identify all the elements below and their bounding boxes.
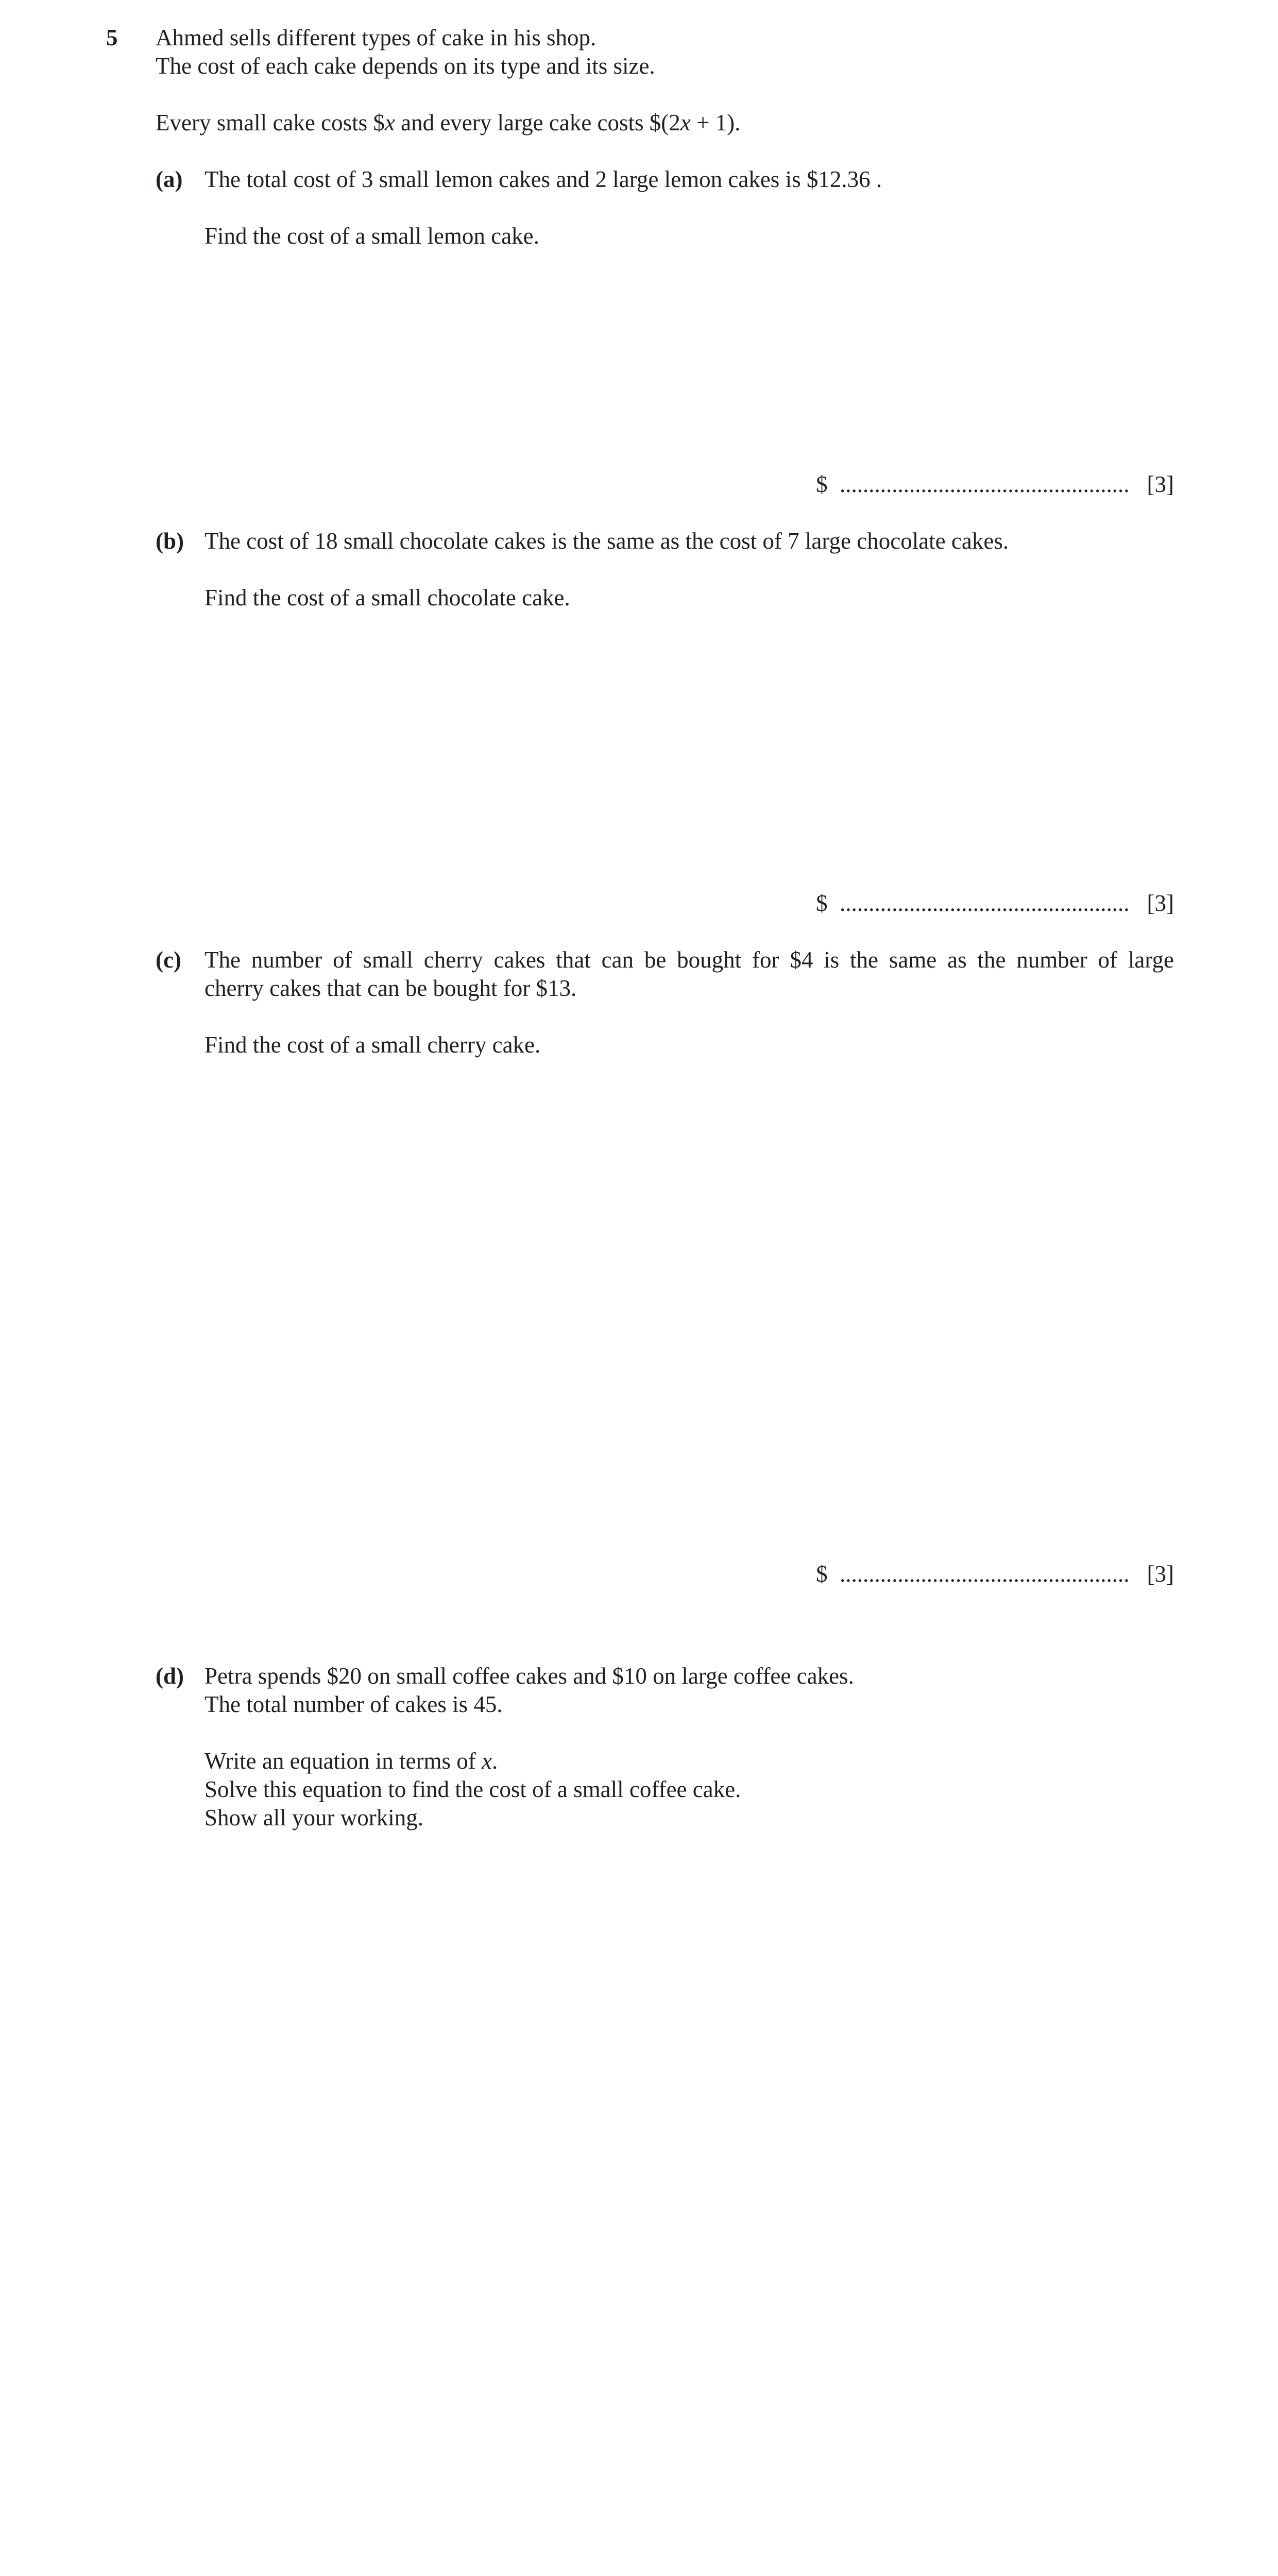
part-c-label: (c) bbox=[156, 947, 181, 973]
part-a-marks: [3] bbox=[1147, 471, 1174, 497]
part-d-text-3b: . bbox=[492, 1748, 498, 1774]
price-text-a: Every small cake costs $ bbox=[156, 110, 385, 135]
part-c-text-1 bbox=[205, 946, 1174, 1003]
part-b-label: (b) bbox=[156, 528, 184, 554]
part-d-text-5: Show all your working. bbox=[205, 1805, 423, 1831]
price-variable-2: x bbox=[680, 110, 691, 135]
intro-line-2: The cost of each cake depends on its type and its size. bbox=[156, 53, 655, 79]
part-c-answer-line[interactable] bbox=[816, 1560, 1174, 1588]
part-a-label: (a) bbox=[156, 166, 183, 192]
part-d-text-3a: Write an equation in terms of bbox=[205, 1748, 482, 1774]
part-b-text-2: Find the cost of a small chocolate cake. bbox=[205, 585, 570, 611]
part-c-text-1-line-1: The number of small cherry cakes that can be bought for $4 is the same as the number of large bbox=[205, 947, 1174, 973]
part-b-marks: [3] bbox=[1147, 890, 1174, 916]
part-d-label: (d) bbox=[156, 1663, 184, 1689]
part-a-answer-dots[interactable]: .................................................. bbox=[840, 471, 1130, 497]
part-b-answer-dots[interactable]: .................................................. bbox=[840, 890, 1130, 916]
question-number: 5 bbox=[106, 25, 118, 50]
part-c-dollar: $ bbox=[816, 1561, 828, 1587]
part-c-text-2: Find the cost of a small cherry cake. bbox=[205, 1032, 541, 1058]
part-a-text-2: Find the cost of a small lemon cake. bbox=[205, 223, 539, 249]
price-text-b: and every large cake costs $(2 bbox=[395, 110, 680, 135]
part-c-text-1-line-2: cherry cakes that can be bought for $13. bbox=[205, 975, 577, 1001]
part-a-text-1: The total cost of 3 small lemon cakes and 2 large lemon cakes is $12.36 . bbox=[205, 166, 882, 192]
intro-line-1: Ahmed sells different types of cake in his shop. bbox=[156, 25, 597, 50]
part-a-dollar: $ bbox=[816, 471, 828, 497]
part-d-text-1: Petra spends $20 on small coffee cakes and $10 on large coffee cakes. bbox=[205, 1663, 854, 1689]
part-b-answer-line[interactable] bbox=[816, 889, 1174, 918]
part-d-text-3 bbox=[205, 1747, 498, 1775]
price-statement bbox=[156, 109, 740, 137]
part-c-answer-dots[interactable]: .................................................. bbox=[840, 1561, 1130, 1587]
price-variable-1: x bbox=[384, 110, 395, 135]
part-a-answer-line[interactable] bbox=[816, 470, 1174, 499]
part-d-variable: x bbox=[482, 1748, 492, 1774]
part-d-text-2: The total number of cakes is 45. bbox=[205, 1691, 503, 1717]
part-c-marks: [3] bbox=[1147, 1561, 1174, 1587]
price-text-c: + 1). bbox=[690, 110, 741, 135]
part-b-text-1: The cost of 18 small chocolate cakes is the same as the cost of 7 large chocolate cakes. bbox=[205, 528, 1009, 554]
part-b-dollar: $ bbox=[816, 890, 828, 916]
part-d-text-4: Solve this equation to find the cost of a small coffee cake. bbox=[205, 1776, 741, 1802]
